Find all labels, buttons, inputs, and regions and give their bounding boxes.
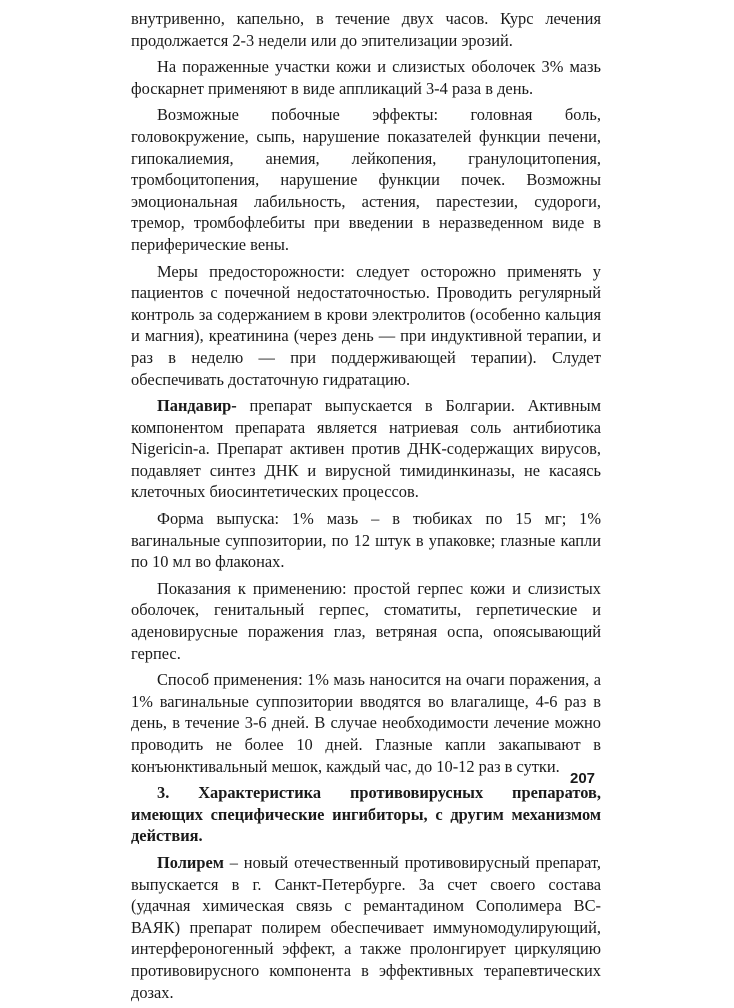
paragraph-course-duration: внутривенно, капельно, в течение двух часов. Курс лечения продолжается 2-3 недели или до эпителизации эрозий. <box>131 9 601 50</box>
paragraph-pandavir <box>131 395 601 503</box>
paragraph-release-form: Форма выпуска: 1% мазь – в тюбиках по 15 мг; 1% вагинальные суппозитории, по 12 штук в упаковке; глазные капли по 10 мл во флаконах. <box>131 509 601 572</box>
paragraph-foscarnet-ointment: На пораженные участки кожи и слизистых оболочек 3% мазь фоскарнет применяют в виде аппликаций 3-4 раза в день. <box>131 57 601 98</box>
paragraph-polyrem <box>131 852 601 1003</box>
paragraph-administration: Способ применения: 1% мазь наносится на очаги поражения, а 1% вагинальные суппозитории вводятся во влагалище, 4-6 раз в день, в течение 3-6 дней. В случае необходимости лечение можно проводить не более 10 дней. Глазные капли закапывают в конъюнктивальный мешок, каждый час, до 10-12 раз в сутки. <box>131 670 601 776</box>
paragraph-pandavir-text: препарат выпускается в Болгарии. Активным компонентом препарата является натриевая соль антибиотика Nigericin-a. Препарат активен против ДНК-содержащих вирусов, подавляет синтез ДНК и вирусной тимидинкиназы, не касаясь клеточных биосинтетических процессов. <box>131 396 601 502</box>
document-page <box>131 8 601 1008</box>
paragraph-polyrem-text: – новый отечественный противовирусный препарат, выпускается в г. Санкт-Петербурге. За счет своего состава (удачная химическая связь с ремантадином Сополимера ВС-ВАЯК) препарат полирем обеспечивает иммуномодулирующий, интерфероногенный эффект, а также пролонгирует циркуляцию противовирусного компонента в эффективных терапевтических дозах. <box>131 852 601 1002</box>
term-polyrem: Полирем <box>157 852 224 872</box>
paragraph-precautions: Меры предосторожности: следует осторожно применять у пациентов с почечной недостаточностью. Проводить регулярный контроль за содержанием в крови электролитов (особенно кальция и магния), креатинина (через день — при индуктивной терапии, и раз в неделю — при поддерживающей терапии). Слудет обеспечивать достаточную гидратацию. <box>131 261 601 389</box>
page-number: 207 <box>570 770 596 787</box>
term-pandavir: Пандавир- <box>157 396 237 416</box>
paragraph-indications: Показания к применению: простой герпес кожи и слизистых оболочек, генитальный герпес, стоматиты, герпетические и аденовирусные поражения глаз, ветряная оспа, опоясывающий герпес. <box>131 578 601 663</box>
section-heading: 3. Характеристика противовирусных препаратов, имеющих специфические ингибиторы, с другим механизмом действия. <box>131 783 601 846</box>
paragraph-side-effects: Возможные побочные эффекты: головная боль, головокружение, сыпь, нарушение показателей функции печени, гипокалиемия, анемия, лейкопения, гранулоцитопения, тромбоцитопения, нарушение функции почек. Возможны эмоциональная лабильность, астения, парестезии, судороги, тремор, тромбофлебиты при введении в неразведенном виде в периферические вены. <box>131 105 601 254</box>
